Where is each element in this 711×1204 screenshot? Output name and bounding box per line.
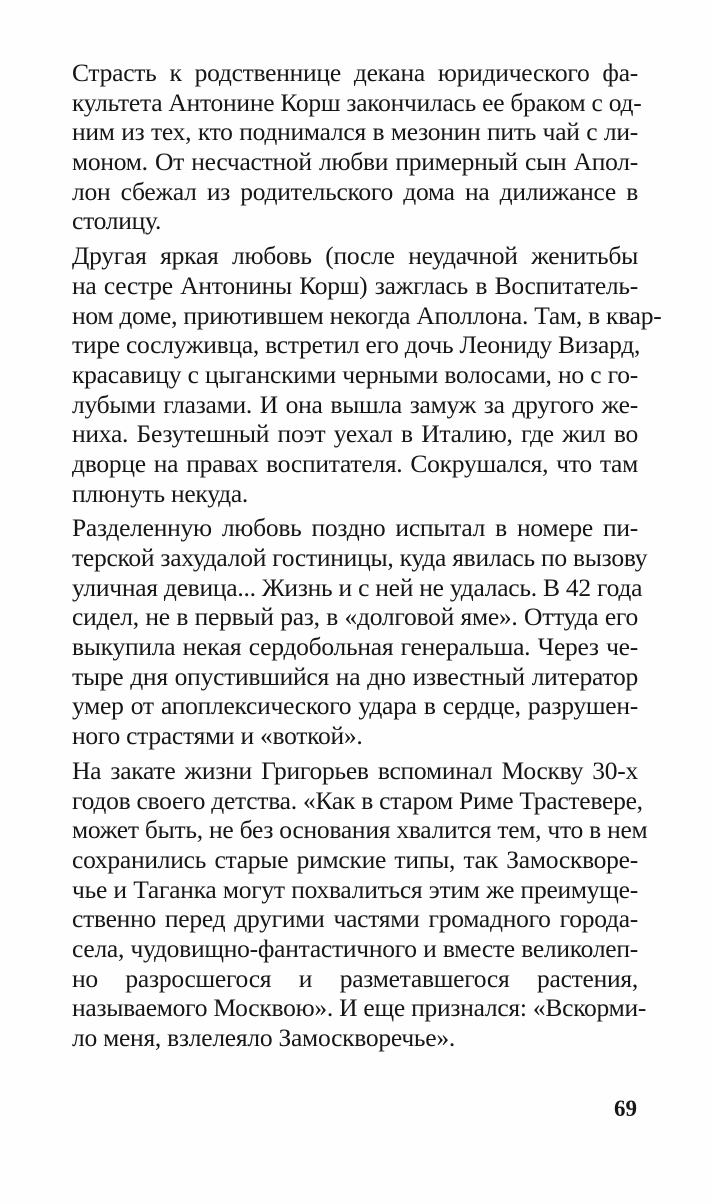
paragraph xyxy=(72,58,642,236)
text-line: умер от апоплексического удара в сердце, разрушен- xyxy=(72,691,638,721)
text-line: ним из тех, кто поднимался в мезонин пить чай с ли- xyxy=(72,117,638,147)
text-line: уличная девица... Жизнь и с ней не удалась. В 42 года xyxy=(72,572,643,602)
text-line: Другая яркая любовь (после неудачной женитьбы xyxy=(72,241,638,271)
paragraph xyxy=(72,513,648,751)
text-line: дворце на правах воспитателя. Сокрушался, что там xyxy=(72,448,638,478)
text-line: терской захудалой гостиницы, куда явилась по вызову xyxy=(72,543,648,572)
text-line: Страсть к родственнице декана юридического фа- xyxy=(72,58,638,87)
body-text xyxy=(72,58,662,1053)
text-line: Разделенную любовь поздно испытал в номере пи- xyxy=(72,513,638,543)
text-line: ственно перед другими частями громадного города- xyxy=(72,904,638,934)
paragraph xyxy=(72,755,648,1053)
text-line: сидел, не в первый раз, в «долговой яме». Оттуда его xyxy=(72,602,638,632)
text-line: лон сбежал из родительского дома на дилижансе в xyxy=(72,176,638,206)
text-line: чье и Таганка могут похвалиться этим же преимуще- xyxy=(72,874,638,904)
text-line: годов своего детства. «Как в старом Риме Трастевере, xyxy=(72,785,643,815)
text-line: выкупила некая сердобольная генеральша. Через че- xyxy=(72,632,638,662)
text-line: красавицу с цыганскими черными волосами, но с го- xyxy=(72,359,638,389)
text-line: но разросшегося и разметавшегося растения, xyxy=(72,963,638,993)
text-line: села, чудовищно-фантастичного и вместе великолеп- xyxy=(72,933,638,963)
text-line: культета Антонине Корш закончилась ее браком с од- xyxy=(72,87,642,117)
text-line: ниха. Безутешный поэт уехал в Италию, где жил во xyxy=(72,419,638,449)
text-line: лубыми глазами. И она вышла замуж за другого же- xyxy=(72,389,638,419)
text-line: На закате жизни Григорьев вспоминал Москву 30-х xyxy=(72,755,638,785)
page-number: 69 xyxy=(614,1096,637,1121)
text-line: ного страстями и «воткой». xyxy=(72,721,363,751)
text-line: плюнуть некуда. xyxy=(72,478,249,508)
text-line: тыре дня опустившийся на дно известный литератор xyxy=(72,661,638,691)
text-line: тире сослуживца, встретил его дочь Леониду Визард, xyxy=(72,330,641,360)
text-line: ном доме, приютившем некогда Аполлона. Там, в квар- xyxy=(72,300,662,330)
text-line: моном. От несчастной любви примерный сын Апол- xyxy=(72,147,638,177)
text-line: сохранились старые римские типы, так Замоскворе- xyxy=(72,844,638,874)
paragraph xyxy=(72,241,662,508)
text-line: столицу. xyxy=(72,206,162,236)
text-line: ло меня, взлелеяло Замоскворечье». xyxy=(72,1023,455,1052)
text-line: на сестре Антонины Корш) зажглась в Воспитатель- xyxy=(72,270,638,300)
text-line: может быть, не без основания хвалится тем, что в нем xyxy=(72,815,648,845)
text-line: называемого Москвою». И еще признался: «Вскорми- xyxy=(72,993,647,1023)
